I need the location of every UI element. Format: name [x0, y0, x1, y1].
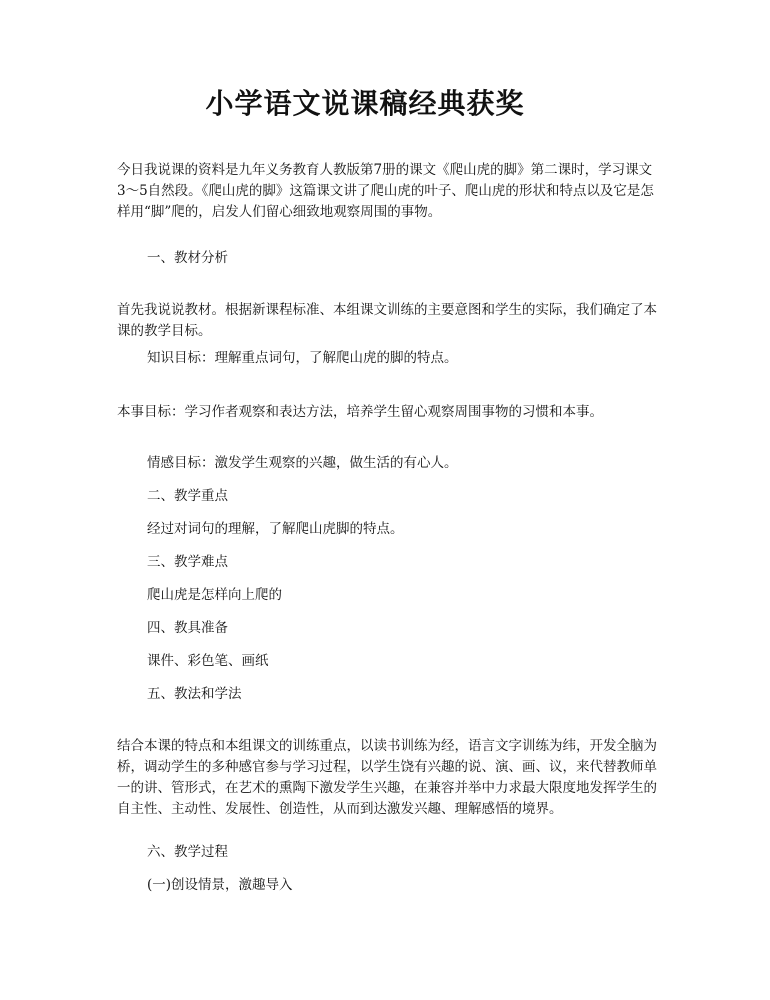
- materials-paragraph: 首先我说说教材。根据新课程标准、本组课文训练的主要意图和学生的实际，我们确定了本课的教学目标。: [117, 302, 657, 339]
- section-heading-methods: 五、教法和学法: [147, 686, 242, 702]
- section-heading-process: 六、教学过程: [147, 844, 228, 860]
- key-points-paragraph: 经过对词句的理解，了解爬山虎脚的特点。: [147, 521, 404, 537]
- emotion-goal-paragraph: 情感目标：激发学生观察的兴趣，做生活的有心人。: [147, 455, 458, 471]
- section-heading-materials-analysis: 一、教材分析: [147, 250, 228, 266]
- process-step-1: (一)创设情景，激趣导入: [147, 877, 293, 893]
- section-heading-key-points: 二、教学重点: [147, 488, 228, 504]
- teaching-aids-paragraph: 课件、彩色笔、画纸: [147, 653, 269, 669]
- intro-paragraph: 今日我说课的资料是九年义务教育人教版第7册的课文《爬山虎的脚》第二课时，学习课文3～5自然段。《爬山虎的脚》这篇课文讲了爬山虎的叶子、爬山虎的形状和特点以及它是怎样用“脚”爬的，启发人们留心细致地观察周围的事物。: [117, 162, 654, 220]
- methods-paragraph: 结合本课的特点和本组课文的训练重点，以读书训练为经，语言文字训练为纬，开发全脑为桥，调动学生的多种感官参与学习过程，以学生饶有兴趣的说、演、画、议，来代替教师单一的讲、管形式，在艺术的熏陶下激发学生兴趣，在兼容并举中力求最大限度地发挥学生的自主性、主动性、发展性、创造性，从而到达激发兴趣、理解感悟的境界。: [117, 738, 657, 817]
- section-heading-teaching-aids: 四、教具准备: [147, 620, 228, 636]
- knowledge-goal-paragraph: 知识目标：理解重点词句，了解爬山虎的脚的特点。: [147, 350, 458, 366]
- document-title: 小学语文说课稿经典获奖: [205, 87, 525, 120]
- section-heading-difficulties: 三、教学难点: [147, 554, 228, 570]
- ability-goal-paragraph: 本事目标：学习作者观察和表达方法，培养学生留心观察周围事物的习惯和本事。: [117, 404, 603, 420]
- difficulties-paragraph: 爬山虎是怎样向上爬的: [147, 587, 282, 603]
